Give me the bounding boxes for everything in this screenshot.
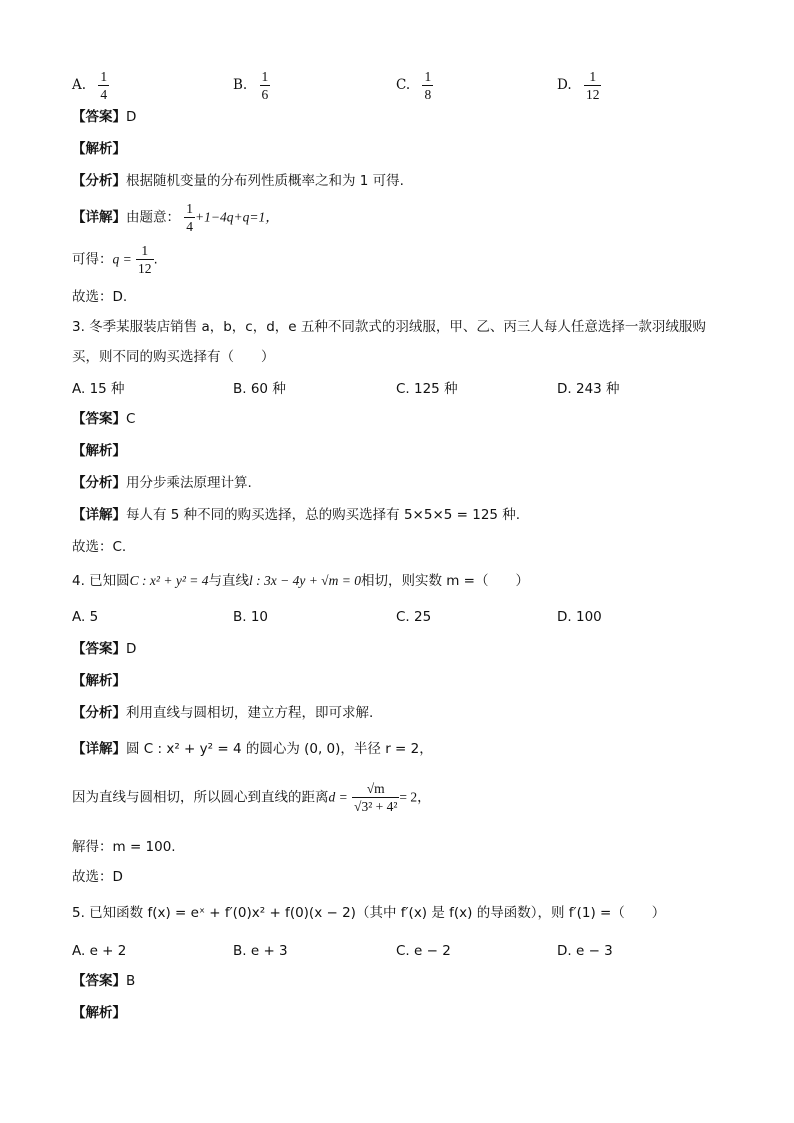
q4-choose: 故选：D (72, 869, 123, 885)
q3-choose: 故选：C. (72, 539, 127, 555)
q4-option-d: D. 100 (557, 609, 602, 625)
q3-detail: 【详解】每人有 5 种不同的购买选择，总的购买选择有 5×5×5 = 125 种. (72, 507, 521, 523)
q2-result: 可得：q = $\frac{1}{12}$ . (72, 243, 158, 276)
q3-option-d: D. 243 种 (557, 381, 620, 397)
option-label: C. (396, 77, 411, 93)
q5-option-b: B. e + 3 (233, 943, 288, 959)
q4-analysis-heading: 【解析】 (72, 673, 126, 689)
q5-option-a: A. e + 2 (72, 943, 127, 959)
q5-analysis-heading: 【解析】 (72, 1005, 126, 1021)
q3-stem-line1: 3. 冬季某服装店销售 a，b，c，d，e 五种不同款式的羽绒服，甲、乙、丙三人每人任意选择一款羽绒服购 (72, 319, 706, 335)
q4-detail: 【详解】圆 C : x² + y² = 4 的圆心为 (0, 0)，半径 r = 2， (72, 741, 433, 757)
q5-stem: 5. 已知函数 f(x) = eˣ + f′(0)x² + f(0)(x − 2)（其中 f′(x) 是 f(x) 的导函数），则 f′(1) =（ ） (72, 905, 666, 921)
q5-answer: 【答案】B (72, 973, 136, 989)
q2-option-a (72, 68, 109, 103)
q2-analysis-heading: 【解析】 (72, 141, 126, 157)
q3-option-a: A. 15 种 (72, 381, 125, 397)
q2-detail: 【详解】由题意： $\frac{1}{4}$ +1−4q+q=1， (72, 201, 279, 234)
q3-stem-line2: 买，则不同的购买选择有（ ） (72, 349, 275, 365)
q3-analysis-heading: 【解析】 (72, 443, 126, 459)
q3-option-b: B. 60 种 (233, 381, 286, 397)
q3-fenxi: 【分析】用分步乘法原理计算. (72, 475, 252, 491)
q4-option-b: B. 10 (233, 609, 269, 625)
q5-option-d: D. e − 3 (557, 943, 613, 959)
fraction: $\frac{1}{4}$ (186, 201, 194, 234)
option-label: D. (557, 77, 572, 93)
q5-option-c: C. e − 2 (396, 943, 451, 959)
option-label: A. (72, 77, 87, 93)
fraction: $\frac{√m}{\text{√3² + 4²}}$ (354, 781, 398, 814)
q2-option-c (396, 68, 433, 103)
option-label: B. (233, 77, 248, 93)
fraction: $\frac{1}{12}$ (138, 243, 152, 276)
q3-answer: 【答案】C (72, 411, 136, 427)
fraction: $\frac{1}{4}$ (100, 69, 108, 102)
q4-distance: 因为直线与圆相切，所以圆心到直线的距离d = $\frac{√m}{\text{√3² + 4²}}$ = 2， (72, 781, 431, 814)
q4-stem: 4. 已知圆C : x² + y² = 4与直线l : 3x − 4y + √m = 0相切，则实数 m =（ ） (72, 573, 529, 589)
q2-answer: 【答案】D (72, 109, 137, 125)
q4-answer: 【答案】D (72, 641, 137, 657)
q4-option-a: A. 5 (72, 609, 99, 625)
fraction: $\frac{1}{6}$ (261, 69, 269, 102)
q2-option-d (557, 68, 601, 103)
q2-choose: 故选：D. (72, 289, 128, 305)
q3-option-c: C. 125 种 (396, 381, 458, 397)
q4-fenxi: 【分析】利用直线与圆相切，建立方程，即可求解. (72, 705, 374, 721)
q4-option-c: C. 25 (396, 609, 432, 625)
fraction: $\frac{1}{12}$ (585, 69, 600, 102)
q2-option-b (233, 68, 270, 103)
fraction: $\frac{1}{8}$ (424, 69, 432, 102)
q2-fenxi: 【分析】根据随机变量的分布列性质概率之和为 1 可得. (72, 173, 404, 189)
q4-solve: 解得：m = 100. (72, 839, 176, 855)
